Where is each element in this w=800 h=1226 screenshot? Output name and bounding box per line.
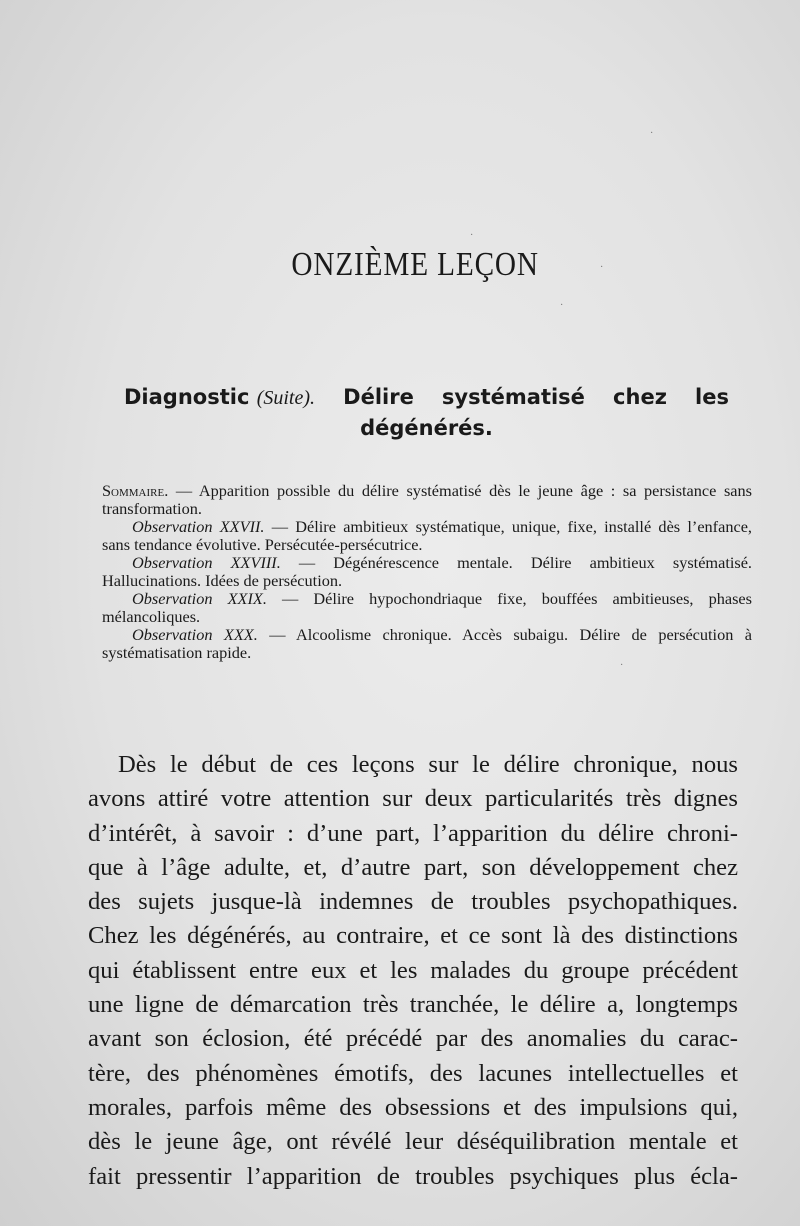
body-line: que à l’âge adulte, et, d’autre part, son développement chez xyxy=(88,853,738,881)
heading-systematise: systématisé xyxy=(441,385,585,409)
paper-speck: · xyxy=(560,300,564,311)
body-line: tère, des phénomènes émotifs, des lacunes intellectuelles et xyxy=(88,1059,738,1087)
heading-diagnostic xyxy=(124,382,315,413)
summary-intro-text: — Apparition possible du délire systématisé dès le jeune âge : sa persistance sans transformation. xyxy=(102,481,752,518)
paper-speck: · xyxy=(470,230,474,241)
body-line: morales, parfois même des obsessions et des impulsions qui, xyxy=(88,1093,738,1121)
body-line: Dès le début de ces leçons sur le délire chronique, nous xyxy=(118,751,738,778)
observation-30-text: — Alcoolisme chronique. Accès subaigu. Délire de persécution à systématisation rapide. xyxy=(102,625,752,662)
summary-intro xyxy=(102,482,752,518)
heading-diagnostic-word: Diagnostic xyxy=(124,385,250,409)
observation-28-title: Observation XXVIII. xyxy=(132,553,281,572)
observation-27-text: — Délire ambitieux systématique, unique, fixe, installé dès l’enfance, sans tendance évolutive. Persécutée-persécutrice. xyxy=(102,517,752,554)
observation-27 xyxy=(102,518,752,554)
summary-label: Sommaire. xyxy=(102,481,169,500)
heading-les: les xyxy=(695,385,729,409)
observation-30-title: Observation XXX. xyxy=(132,625,258,644)
lesson-title: ONZIÈME LEÇON xyxy=(291,246,539,283)
heading-line-1 xyxy=(124,382,729,413)
observation-29 xyxy=(102,590,752,626)
observation-30 xyxy=(102,626,752,662)
observation-29-text: — Délire hypochondriaque fixe, bouffées ambitieuses, phases mélancoliques. xyxy=(102,589,752,626)
heading-line-2: dégénérés. xyxy=(360,416,493,440)
chapter-heading xyxy=(124,382,729,443)
heading-suite: (Suite). xyxy=(256,387,316,409)
heading-delire: Délire xyxy=(343,385,414,409)
body-line: avant son éclosion, été précédé par des anomalies du carac- xyxy=(88,1025,738,1053)
observation-28-text: — Dégénérescence mentale. Délire ambitieux systématisé. Hallucinations. Idées de persécution. xyxy=(102,553,752,590)
paper-speck: · xyxy=(650,128,654,139)
body-line: avons attiré votre attention sur deux particularités très dignes xyxy=(88,785,738,813)
body-line: une ligne de démarcation très tranchée, le délire a, longtemps xyxy=(88,991,738,1019)
paper-speck: · xyxy=(600,262,604,273)
observation-27-title: Observation XXVII. xyxy=(132,517,265,536)
heading-chez: chez xyxy=(613,385,667,409)
paper-speck: · xyxy=(620,660,624,671)
body-line: dès le jeune âge, ont révélé leur déséquilibration mentale et xyxy=(88,1128,738,1156)
observation-28 xyxy=(102,554,752,590)
body-line: fait pressentir l’apparition de troubles psychiques plus écla- xyxy=(88,1162,738,1190)
summary-block xyxy=(102,482,752,662)
body-line: Chez les dégénérés, au contraire, et ce sont là des distinctions xyxy=(88,922,738,950)
body-line: des sujets jusque-là indemnes de troubles psychopathiques. xyxy=(88,888,738,916)
body-paragraph xyxy=(88,748,738,1194)
body-line: d’intérêt, à savoir : d’une part, l’apparition du délire chroni- xyxy=(88,819,738,847)
body-line: qui établissent entre eux et les malades du groupe précédent xyxy=(88,956,738,984)
observation-29-title: Observation XXIX. xyxy=(132,589,267,608)
